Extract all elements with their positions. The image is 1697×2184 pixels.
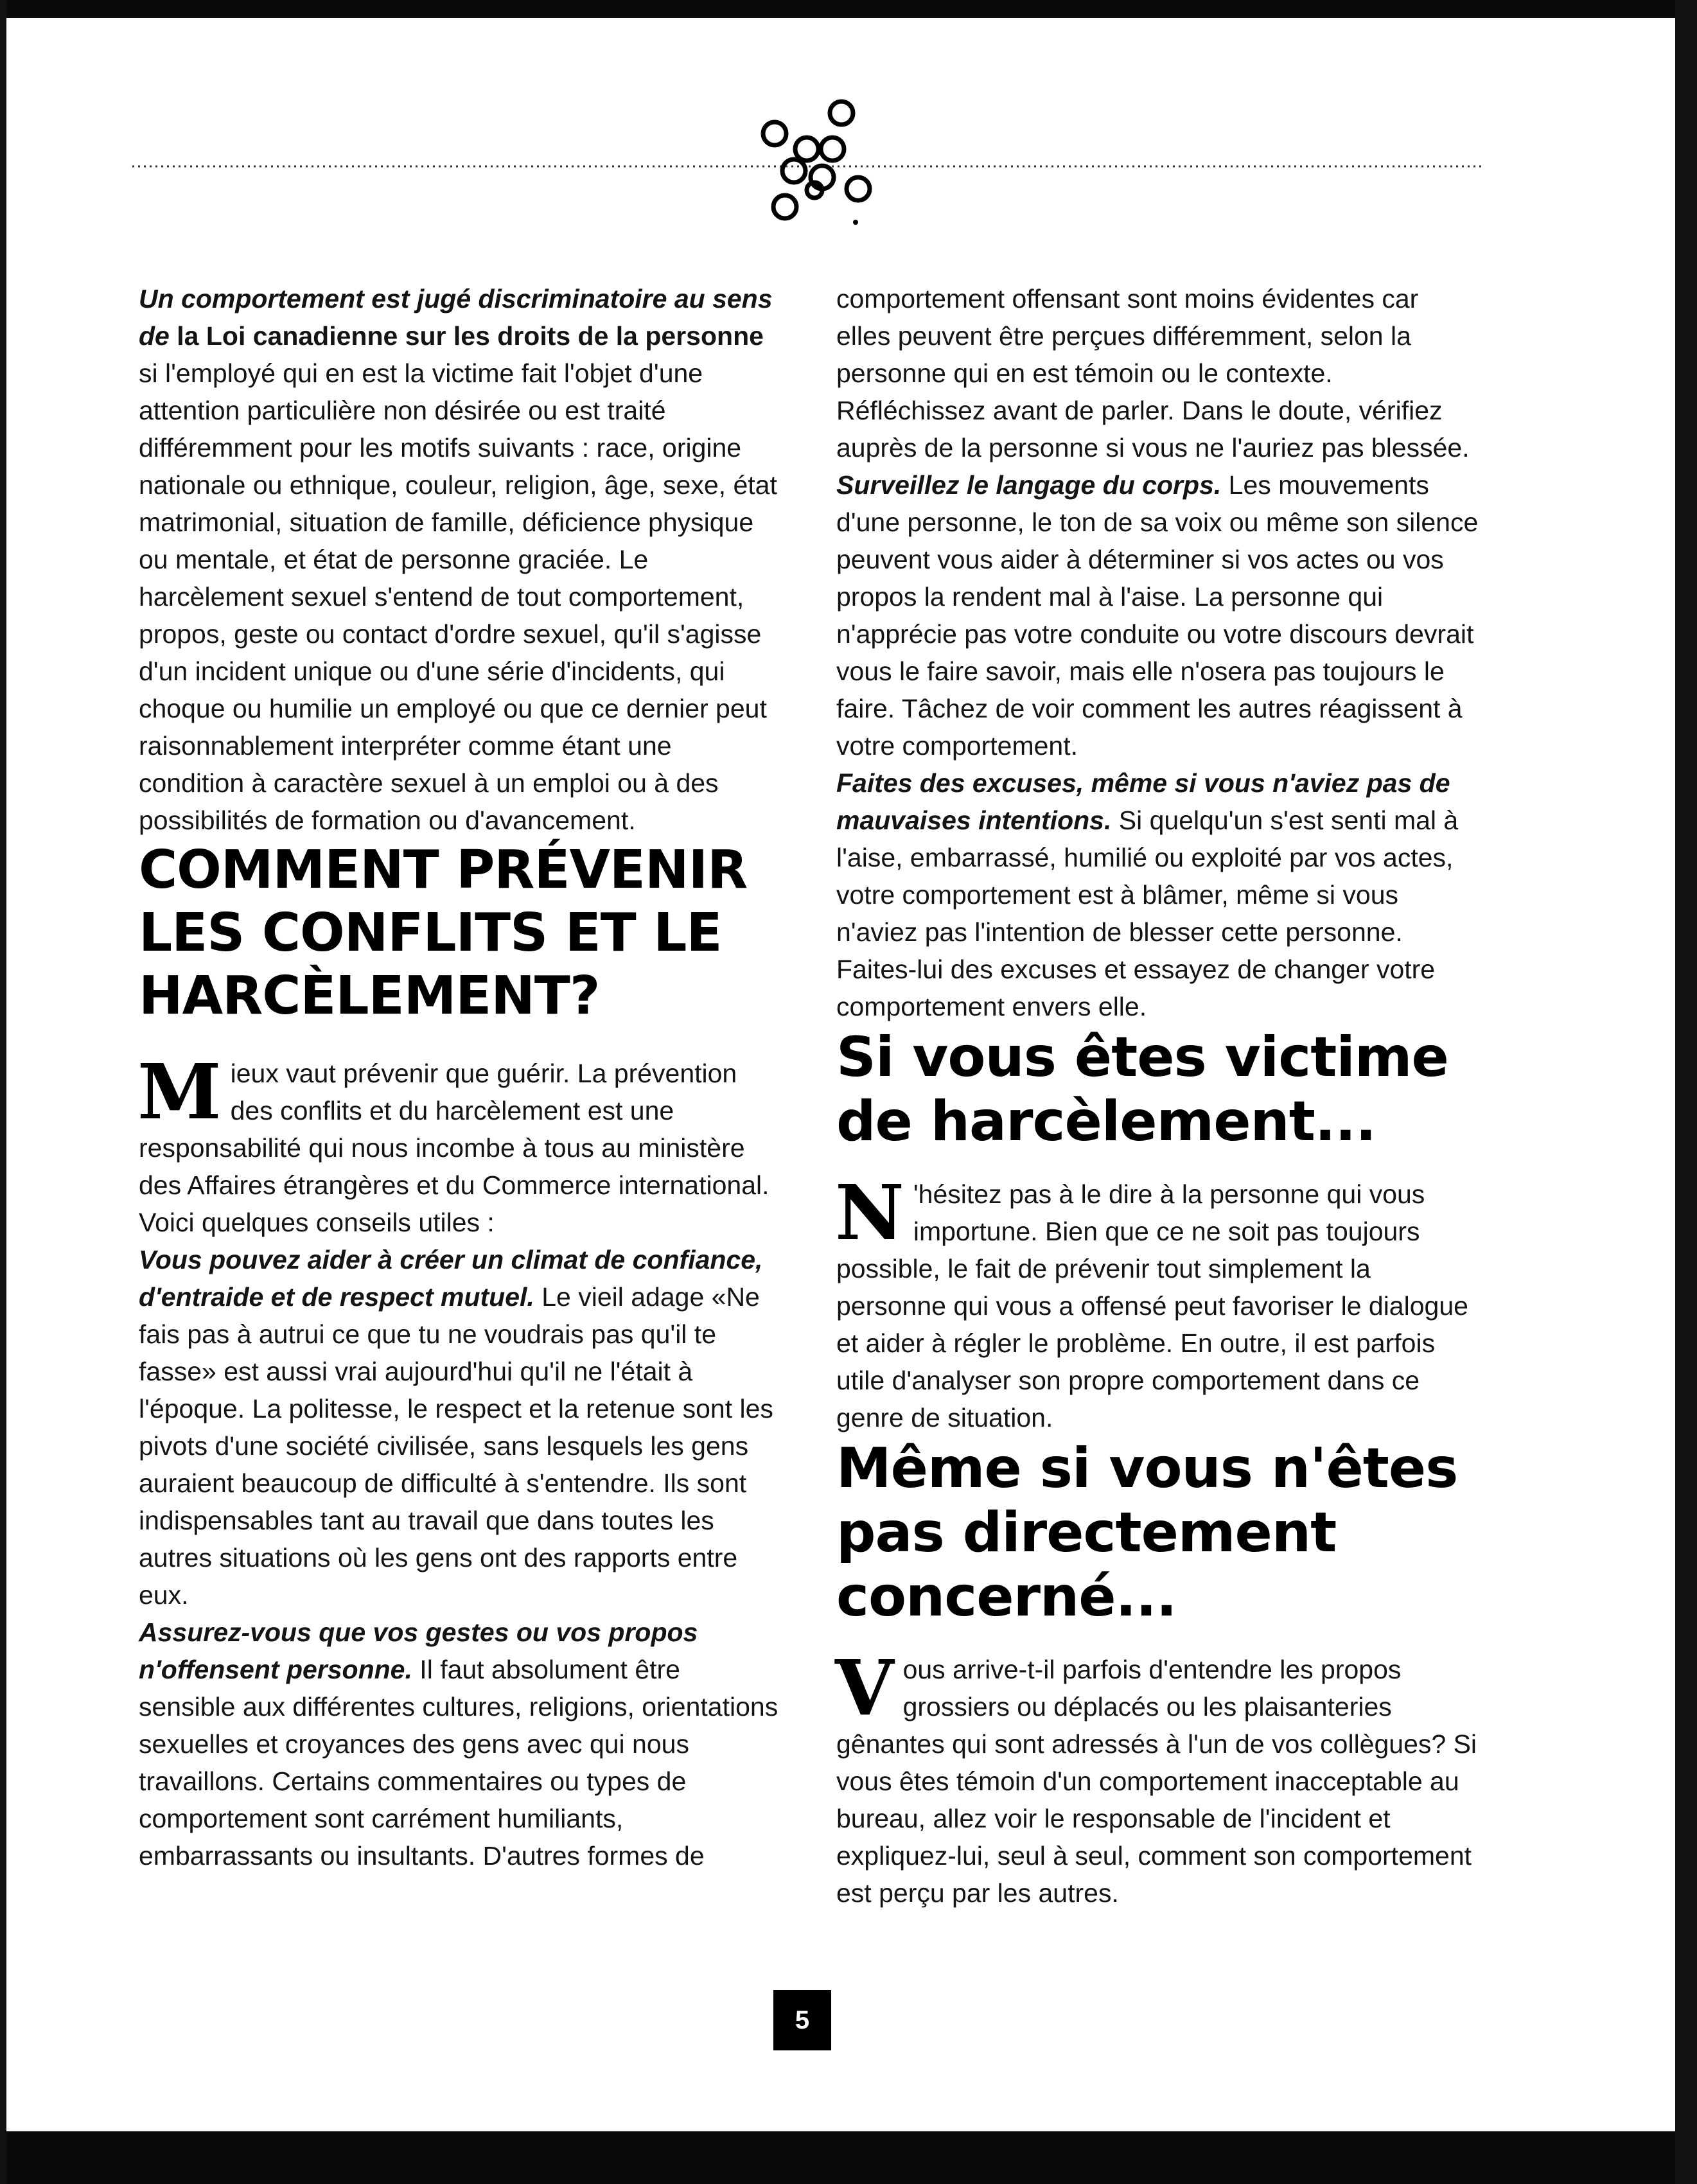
witness-paragraph: V ous arrive-t-il parfois d'entendre les propos grossiers ou déplacés ou les plaisanteries gênantes qui sont adressés à l'un de vos collègues? Si vous êtes témoin d'un comportement inacceptable au bureau, allez voir le responsable de l'incident et expliquez-lui, seul à seul, comment son comportement est perçu par les autres.	[835, 1643, 1477, 1908]
right-column	[836, 280, 1479, 1912]
prevention-heading: COMMENT PRÉVENIR LES CONFLITS ET LE HARCÈLEMENT?	[139, 840, 748, 1026]
scan-border-left	[0, 0, 6, 2184]
tip-gestures: Assurez-vous que vos gestes ou vos propos n'offensent personne. Il faut absolument être sensible aux différentes cultures, religions, orientations sexuelles et croyances des gens avec qui nous travaillons. Certains commentaires ou types de comportement sont carrément humiliants, embarrassants ou insultants. D'autres formes de	[139, 1617, 778, 1871]
prevention-intro: M ieux vaut prévenir que guérir. La prévention des conflits et du harcèlement est une responsabilité qui nous incombe à tous au ministère des Affaires étrangères et du Commerce international. Voici quelques conseils utiles :	[137, 1047, 769, 1237]
victim-heading: Si vous êtes victime de harcèlement...	[836, 1025, 1448, 1154]
dropcap-n: N	[835, 1168, 904, 1257]
page-number-badge: 5	[773, 1990, 831, 2050]
tip-climate: Vous pouvez aider à créer un climat de confiance, d'entraide et de respect mutuel. Le vieil adage «Ne fais pas à autrui ce que tu ne voudrais pas qu'il te fasse» est aussi vrai aujourd'hui qu'il ne l'était à l'époque. La politesse, le respect et la retenue sont les pivots d'une société civilisée, sans lesquels les gens auraient beaucoup de difficulté à s'entendre. Ils sont indispensables tant au travail que dans toutes les autres situations où les gens ont des rapports entre eux.	[139, 1245, 773, 1610]
dropcap-m: M	[137, 1047, 222, 1136]
witness-heading: Même si vous n'êtes pas directement concerné...	[836, 1436, 1458, 1629]
scan-border-right	[1675, 0, 1697, 2184]
discrimination-definition: Un comportement est jugé discriminatoire au sens de la Loi canadienne sur les droits de la personne si l'employé qui en est la victime fait l'objet d'une attention particulière non désirée ou est traité différemment pour les motifs suivants : race, origine nationale ou ethnique, couleur, religion, âge, sexe, état matrimonial, situation de famille, déficience physique ou mentale, et état de personne graciée. Le harcèlement sexuel s'entend de tout comportement, propos, geste ou contact d'ordre sexuel, qu'il s'agisse d'un incident unique ou d'une série d'incidents, qui choque ou humilie un employé ou que ce dernier peut raisonnablement interpréter comme étant une condition à caractère sexuel à un emploi ou à des possibilités de formation ou d'avancement.	[139, 284, 777, 835]
scan-border-top	[0, 0, 1697, 18]
victim-paragraph: N 'hésitez pas à le dire à la personne qui vous importune. Bien que ce ne soit pas toujours possible, le fait de prévenir tout simplement la personne qui vous a offensé peut favoriser le dialogue et aider à régler le problème. En outre, il est parfois utile d'analyser son propre comportement dans ce genre de situation.	[835, 1168, 1468, 1432]
scan-border-bottom	[0, 2131, 1697, 2184]
dropcap-v: V	[835, 1643, 894, 1732]
left-column	[139, 280, 781, 1874]
tip-apologize: Faites des excuses, même si vous n'aviez pas de mauvaises intentions. Si quelqu'un s'est senti mal à l'aise, embarrassé, humilié ou exploité par vos actes, votre comportement est à blâmer, même si vous n'aviez pas l'intention de blesser cette personne. Faites-lui des excuses et essayez de changer votre comportement envers elle.	[836, 768, 1459, 1021]
tip-body-language: Surveillez le langage du corps. Les mouvements d'une personne, le ton de sa voix ou même son silence peuvent vous aider à déterminer si vos actes ou vos propos la rendent mal à l'aise. La personne qui n'apprécie pas votre conduite ou votre discours devrait vous le faire savoir, mais elle n'osera pas toujours le faire. Tâchez de voir comment les autres réagissent à votre comportement.	[836, 470, 1479, 761]
offensive-behaviour-continued: comportement offensant sont moins évidentes car elles peuvent être perçues différemment, selon la personne qui en est témoin ou le contexte. Réfléchissez avant de parler. Dans le doute, vérifiez auprès de la personne si vous ne l'auriez pas blessée.	[836, 284, 1470, 462]
chain-ornament-icon	[745, 96, 886, 238]
